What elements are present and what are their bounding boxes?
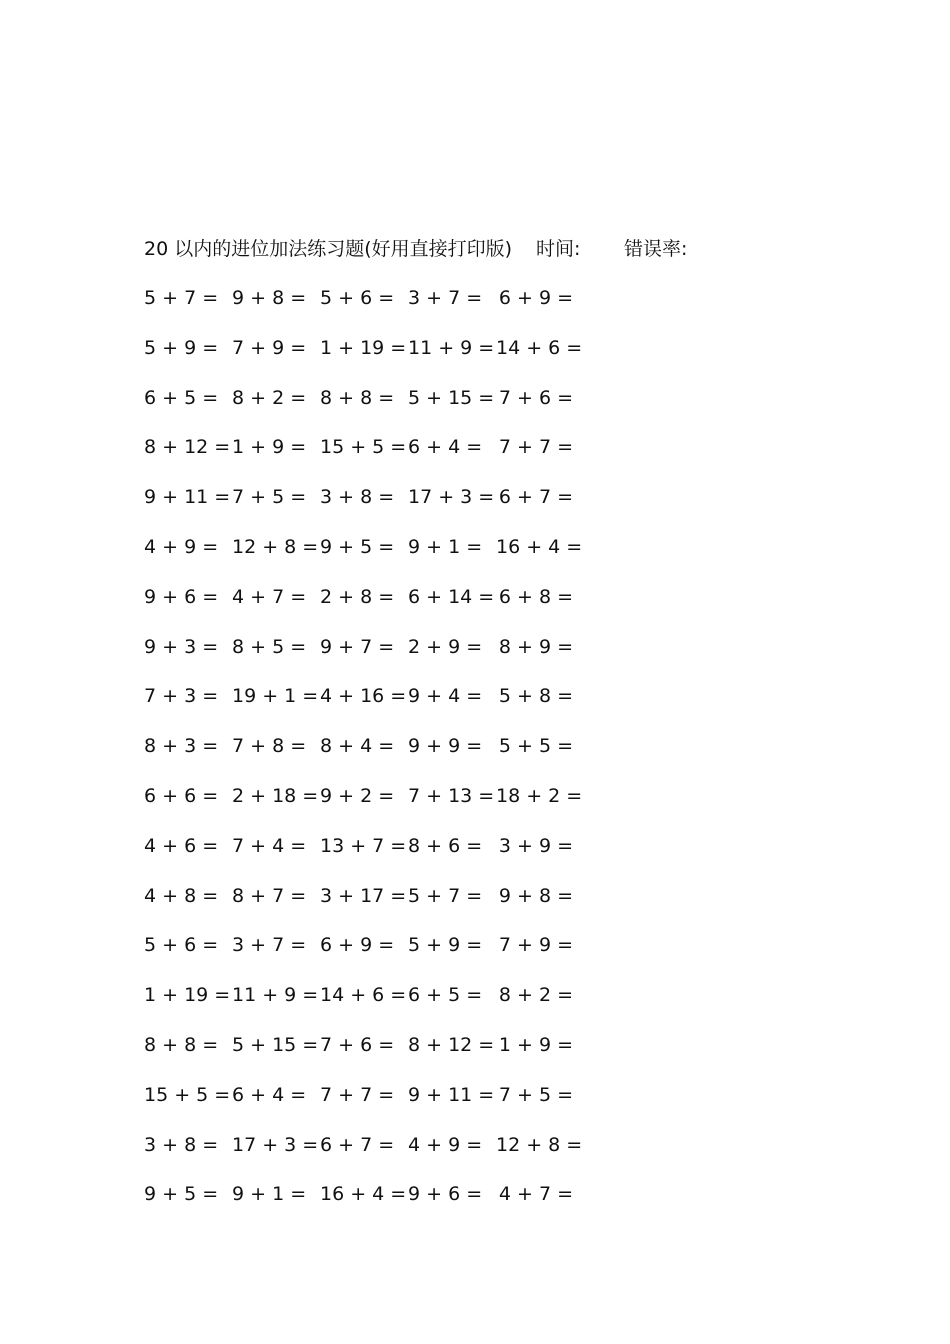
error-rate-label: 错误率:: [624, 238, 688, 260]
addition-problem: 9 + 3 =: [144, 635, 219, 658]
addition-problem: 5 + 8 =: [498, 685, 574, 708]
addition-problem: 13 + 7 =: [320, 834, 407, 857]
addition-problem: 1 + 19 =: [144, 984, 231, 1007]
addition-problem: 4 + 6 =: [144, 834, 219, 857]
addition-problem: 7 + 6 =: [320, 1033, 395, 1056]
addition-problem: 5 + 7 =: [144, 287, 219, 309]
addition-problem: 8 + 6 =: [408, 834, 483, 857]
addition-problem: 9 + 5 =: [320, 535, 395, 558]
problem-row: [144, 1132, 614, 1182]
addition-problem: 3 + 8 =: [144, 1133, 219, 1156]
addition-problem: 1 + 9 =: [232, 436, 307, 459]
addition-problem: 14 + 6 =: [496, 336, 583, 359]
problem-row: [144, 932, 614, 982]
addition-problem: 4 + 8 =: [144, 884, 219, 907]
addition-problem: 9 + 11 =: [408, 1083, 495, 1106]
addition-problem: 7 + 7 =: [320, 1083, 395, 1106]
problem-row: [144, 833, 614, 883]
addition-problem: 8 + 12 =: [408, 1033, 495, 1056]
addition-problem: 3 + 7 =: [232, 934, 307, 957]
addition-problem: 3 + 8 =: [320, 486, 395, 509]
addition-problem: 14 + 6 =: [320, 984, 407, 1007]
addition-problem: 1 + 19 =: [320, 336, 407, 359]
addition-problem: 9 + 9 =: [408, 735, 483, 758]
addition-problem: 4 + 7 =: [498, 1183, 574, 1206]
addition-problem: 6 + 9 =: [498, 287, 574, 309]
addition-problem: 12 + 8 =: [232, 535, 319, 558]
problem-grid: [144, 285, 614, 1231]
addition-problem: 3 + 7 =: [408, 287, 483, 309]
addition-problem: 8 + 9 =: [498, 635, 574, 658]
addition-problem: 4 + 9 =: [144, 535, 219, 558]
addition-problem: 18 + 2 =: [496, 784, 583, 807]
addition-problem: 5 + 7 =: [408, 884, 483, 907]
addition-problem: 9 + 2 =: [320, 784, 395, 807]
addition-problem: 6 + 6 =: [144, 784, 219, 807]
addition-problem: 7 + 4 =: [232, 834, 307, 857]
addition-problem: 9 + 11 =: [144, 486, 231, 509]
addition-problem: 4 + 16 =: [320, 685, 407, 708]
addition-problem: 5 + 9 =: [144, 336, 219, 359]
worksheet-title: 20 以内的进位加法练习题(好用直接打印版): [144, 238, 513, 260]
addition-problem: 5 + 6 =: [144, 934, 219, 957]
addition-problem: 7 + 5 =: [498, 1083, 574, 1106]
addition-problem: 9 + 5 =: [144, 1183, 219, 1206]
problem-row: [144, 982, 614, 1032]
addition-problem: 7 + 7 =: [498, 436, 574, 459]
addition-problem: 7 + 9 =: [498, 934, 574, 957]
problem-row: [144, 285, 614, 335]
problem-row: [144, 883, 614, 933]
addition-problem: 12 + 8 =: [496, 1133, 583, 1156]
addition-problem: 7 + 9 =: [232, 336, 307, 359]
problem-row: [144, 434, 614, 484]
problem-row: [144, 534, 614, 584]
addition-problem: 16 + 4 =: [496, 535, 583, 558]
addition-problem: 7 + 8 =: [232, 735, 307, 758]
addition-problem: 6 + 7 =: [320, 1133, 395, 1156]
addition-problem: 6 + 5 =: [408, 984, 483, 1007]
addition-problem: 8 + 7 =: [232, 884, 307, 907]
addition-problem: 4 + 7 =: [232, 585, 307, 608]
time-label: 时间:: [536, 238, 581, 260]
addition-problem: 11 + 9 =: [232, 984, 319, 1007]
addition-problem: 9 + 4 =: [408, 685, 483, 708]
addition-problem: 9 + 8 =: [498, 884, 574, 907]
addition-problem: 9 + 6 =: [144, 585, 219, 608]
problem-row: [144, 1181, 614, 1231]
addition-problem: 8 + 4 =: [320, 735, 395, 758]
addition-problem: 8 + 3 =: [144, 735, 219, 758]
addition-problem: 8 + 2 =: [498, 984, 574, 1007]
addition-problem: 9 + 6 =: [408, 1183, 483, 1206]
addition-problem: 8 + 8 =: [144, 1033, 219, 1056]
addition-problem: 6 + 7 =: [498, 486, 574, 509]
worksheet-header: [144, 236, 688, 262]
addition-problem: 5 + 6 =: [320, 287, 395, 309]
addition-problem: 9 + 1 =: [232, 1183, 307, 1206]
problem-row: [144, 683, 614, 733]
addition-problem: 6 + 4 =: [232, 1083, 307, 1106]
problem-row: [144, 335, 614, 385]
addition-problem: 17 + 3 =: [408, 486, 495, 509]
addition-problem: 1 + 9 =: [498, 1033, 574, 1056]
addition-problem: 5 + 15 =: [232, 1033, 319, 1056]
problem-row: [144, 783, 614, 833]
addition-problem: 16 + 4 =: [320, 1183, 407, 1206]
addition-problem: 6 + 5 =: [144, 386, 219, 409]
addition-problem: 2 + 8 =: [320, 585, 395, 608]
problem-row: [144, 584, 614, 634]
addition-problem: 6 + 14 =: [408, 585, 495, 608]
addition-problem: 7 + 6 =: [498, 386, 574, 409]
problem-row: [144, 484, 614, 534]
problem-row: [144, 1082, 614, 1132]
addition-problem: 2 + 9 =: [408, 635, 483, 658]
problem-row: [144, 733, 614, 783]
addition-problem: 8 + 5 =: [232, 635, 307, 658]
problem-row: [144, 1032, 614, 1082]
addition-problem: 4 + 9 =: [408, 1133, 483, 1156]
addition-problem: 3 + 17 =: [320, 884, 407, 907]
addition-problem: 19 + 1 =: [232, 685, 319, 708]
addition-problem: 9 + 8 =: [232, 287, 307, 309]
addition-problem: 17 + 3 =: [232, 1133, 319, 1156]
addition-problem: 8 + 2 =: [232, 386, 307, 409]
addition-problem: 11 + 9 =: [408, 336, 495, 359]
addition-problem: 5 + 9 =: [408, 934, 483, 957]
problem-row: [144, 385, 614, 435]
addition-problem: 7 + 5 =: [232, 486, 307, 509]
addition-problem: 9 + 1 =: [408, 535, 483, 558]
addition-problem: 9 + 7 =: [320, 635, 395, 658]
addition-problem: 5 + 5 =: [498, 735, 574, 758]
addition-problem: 3 + 9 =: [498, 834, 574, 857]
addition-problem: 6 + 9 =: [320, 934, 395, 957]
addition-problem: 15 + 5 =: [144, 1083, 231, 1106]
addition-problem: 7 + 13 =: [408, 784, 495, 807]
addition-problem: 2 + 18 =: [232, 784, 319, 807]
problem-row: [144, 634, 614, 684]
addition-problem: 8 + 12 =: [144, 436, 231, 459]
addition-problem: 6 + 8 =: [498, 585, 574, 608]
addition-problem: 7 + 3 =: [144, 685, 219, 708]
addition-problem: 5 + 15 =: [408, 386, 495, 409]
addition-problem: 15 + 5 =: [320, 436, 407, 459]
addition-problem: 8 + 8 =: [320, 386, 395, 409]
addition-problem: 6 + 4 =: [408, 436, 483, 459]
